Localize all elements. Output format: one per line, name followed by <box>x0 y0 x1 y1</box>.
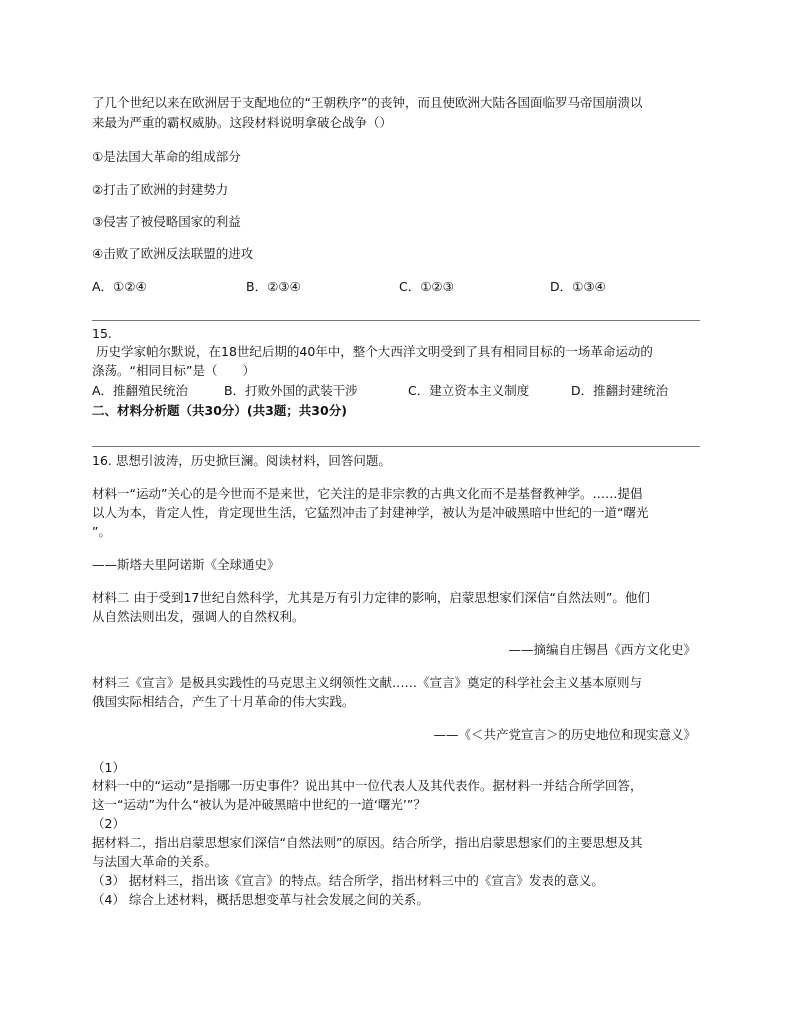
sub-question-1-line: 材料一中的“运动”是指哪一历史事件？说出其中一位代表人及其代表作。据材料一并结合所学回答， <box>92 778 643 793</box>
q14-item: ③侵害了被侵略国家的利益 <box>92 214 241 229</box>
q15-option-a: A．推翻殖民统治 <box>92 383 189 398</box>
q14-option-d: D．①③④ <box>550 279 606 294</box>
sub-question-3: （3） 据材料三，指出该《宣言》的特点。结合所学，指出材料三中的《宣言》发表的意义。 <box>92 873 604 888</box>
material-2-line: 从自然法则出发，强调人的自然权利。 <box>92 609 305 624</box>
section-heading: 二、材料分析题（共30分）(共3题；共30分) <box>92 403 347 418</box>
material-2-line: 材料二 由于受到17世纪自然科学，尤其是万有引力定律的影响，启蒙思想家们深信“自然法则”。他们 <box>92 590 650 605</box>
sub-question-label: （1） <box>92 760 125 775</box>
q15-number: 15. <box>92 326 112 341</box>
sub-question-1-line: 这一“运动”为什么“被认为是冲破黑暗中世纪的一道‘曙光’”？ <box>92 797 426 812</box>
q14-stem-line: 来最为严重的霸权威胁。这段材料说明拿破仑战争（） <box>92 115 393 130</box>
sub-question-4: （4） 综合上述材料，概括思想变革与社会发展之间的关系。 <box>92 892 429 907</box>
q14-item: ②打击了欧洲的封建势力 <box>92 182 229 197</box>
material-1-line: 材料一“运动”关心的是今世而不是来世，它关注的是非宗教的古典文化而不是基督教神学。……提倡 <box>92 486 643 501</box>
divider <box>92 446 700 447</box>
q14-option-c: C．①②③ <box>399 279 454 294</box>
material-3-line: 俄国实际相结合，产生了十月革命的伟大实践。 <box>92 694 355 709</box>
sub-question-2-line: 与法国大革命的关系。 <box>92 854 218 869</box>
material-3-source: ——《＜共产党宣言＞的历史地位和现实意义》 <box>433 727 696 742</box>
sub-question-label: （2） <box>92 816 125 831</box>
material-1-line: ”。 <box>92 524 111 539</box>
q15-option-c: C．建立资本主义制度 <box>408 383 530 398</box>
q15-option-b: B．打败外国的武装干涉 <box>224 383 358 398</box>
q15-option-d: D．推翻封建统治 <box>571 383 669 398</box>
q15-stem-line: 涤荡。“相同目标”是（ ） <box>92 363 255 378</box>
q14-stem-line: 了几个世纪以来在欧洲居于支配地位的“王朝秩序”的丧钟，而且使欧洲大陆各国面临罗马帝国崩溃以 <box>92 95 643 110</box>
q14-item: ①是法国大革命的组成部分 <box>92 149 241 164</box>
q16-intro: 16. 思想引波涛，历史掀巨澜。阅读材料，回答问题。 <box>92 453 391 468</box>
material-1-line: 以人为本，肯定人性，肯定现世生活，它猛烈冲击了封建神学，被认为是冲破黑暗中世纪的一道“曙光 <box>92 505 649 520</box>
material-3-line: 材料三《宣言》是极具实践性的马克思主义纲领性文献……《宣言》奠定的科学社会主义基本原则与 <box>92 675 643 690</box>
sub-question-2-line: 据材料二，指出启蒙思想家们深信“自然法则”的原因。结合所学，指出启蒙思想家们的主要思想及其 <box>92 835 643 850</box>
material-1-source: ——斯塔夫里阿诺斯《全球通史》 <box>92 557 280 572</box>
divider <box>92 320 700 321</box>
q15-stem-line: 历史学家帕尔默说，在18世纪后期的40年中，整个大西洋文明受到了具有相同目标的一场革命运动的 <box>96 344 653 359</box>
material-2-source: ——摘编自庄锡昌《西方文化史》 <box>508 642 696 657</box>
q14-option-b: B．②③④ <box>246 279 301 294</box>
q14-item: ④击败了欧洲反法联盟的进攻 <box>92 246 254 261</box>
q14-option-a: A．①②④ <box>92 279 147 294</box>
